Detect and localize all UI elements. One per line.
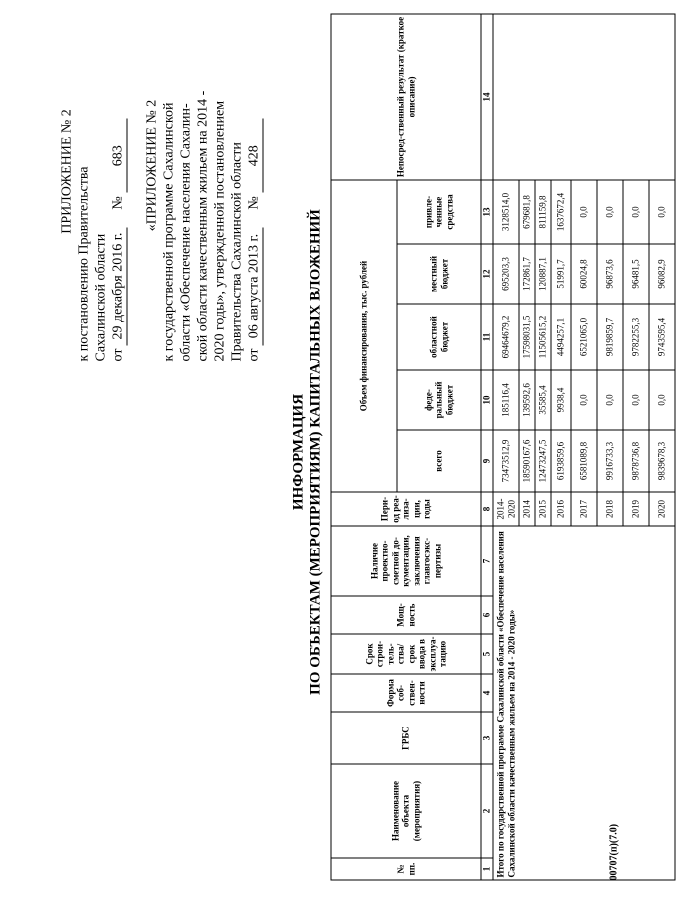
program-appendix-num: 428 <box>246 119 264 193</box>
program-appendix-line4: 2020 годы», утвержденной постановлением <box>212 100 228 362</box>
local-cell: 172861,7 <box>519 244 535 304</box>
col-number: 3 <box>481 712 493 764</box>
col-header-volume: Объем финансирования, тыс. рублей <box>331 180 397 492</box>
col-header-docs: Наличие проектно-сметной до-кументации, заключения главгосэкс-пертизы <box>331 526 481 596</box>
local-cell: 96082,9 <box>649 244 675 304</box>
local-cell: 60024,8 <box>571 244 597 304</box>
appendix-date-line <box>110 22 128 362</box>
federal-cell: 35585,4 <box>535 370 551 430</box>
capital-investments-table <box>331 13 676 880</box>
rotated-document <box>1 0 667 905</box>
program-appendix-line2: области «Обеспечение населения Сахалин- <box>178 103 194 362</box>
col-header-ownership: Форма соб-ствен-ности <box>331 674 481 712</box>
table-row <box>493 14 519 880</box>
total-cell: 9839678,3 <box>649 430 675 492</box>
program-appendix-date-line <box>246 10 264 362</box>
period-cell: 2014 <box>519 492 535 526</box>
regional-cell: 9782255,3 <box>623 304 649 370</box>
page-title: ИНФОРМАЦИЯ <box>290 393 307 511</box>
federal-cell: 0,0 <box>597 370 623 430</box>
local-cell: 96481,5 <box>623 244 649 304</box>
local-cell: 695203,3 <box>493 244 519 304</box>
total-cell: 9878736,8 <box>623 430 649 492</box>
col-header-federal: феде-ральный бюджет <box>397 370 481 430</box>
period-cell: 2018 <box>597 492 623 526</box>
col-header-local: местный бюджет <box>397 244 481 304</box>
col-header-name: Наименование объекта (мероприятия) <box>331 764 481 858</box>
program-appendix-block <box>144 10 264 362</box>
result-cell <box>493 14 675 180</box>
col-number: 12 <box>481 244 493 304</box>
page-subtitle: ПО ОБЪЕКТАМ (МЕРОПРИЯТИЯМ) КАПИТАЛЬНЫХ ВЛОЖЕНИЙ <box>307 209 324 695</box>
federal-cell: 139592,6 <box>519 370 535 430</box>
appendix-line2: Сахалинской области <box>93 233 109 362</box>
col-header-total: всего <box>397 430 481 492</box>
total-cell: 9916733,3 <box>597 430 623 492</box>
local-cell: 120887,1 <box>535 244 551 304</box>
period-cell: 2019 <box>623 492 649 526</box>
period-cell: 2016 <box>551 492 571 526</box>
col-number: 6 <box>481 596 493 634</box>
attracted-cell: 0,0 <box>623 180 649 244</box>
appendix-date-prefix: от <box>110 348 126 362</box>
attracted-cell: 0,0 <box>597 180 623 244</box>
appendix-title: ПРИЛОЖЕНИЕ № 2 <box>59 109 75 234</box>
federal-cell: 0,0 <box>623 370 649 430</box>
col-number: 11 <box>481 304 493 370</box>
local-cell: 51991,7 <box>551 244 571 304</box>
program-appendix-date: 06 августа 2013 г. <box>246 227 264 345</box>
appendix-line1: к постановлению Правительства <box>76 166 92 362</box>
period-cell: 2014-2020 <box>493 492 519 526</box>
page-heading <box>291 0 325 905</box>
col-header-attracted: привле-ченные средства <box>397 180 481 244</box>
program-appendix-line5: Правительства Сахалинской области <box>229 142 245 362</box>
col-header-num: № пп. <box>331 858 481 880</box>
period-cell: 2020 <box>649 492 675 526</box>
total-cell: 12473247,5 <box>535 430 551 492</box>
local-cell: 96873,6 <box>597 244 623 304</box>
col-header-term: Срок строи-тель-ства/срок ввода в эксплуа-тацию <box>331 634 481 674</box>
attracted-cell: 1637672,4 <box>551 180 571 244</box>
col-number: 4 <box>481 674 493 712</box>
footer-code: 00707(п)(7.0) <box>608 823 620 881</box>
attracted-cell: 3128514,0 <box>493 180 519 244</box>
federal-cell: 0,0 <box>571 370 597 430</box>
program-appendix-title: «ПРИЛОЖЕНИЕ № 2 <box>144 99 160 232</box>
attracted-cell: 0,0 <box>571 180 597 244</box>
col-number: 5 <box>481 634 493 674</box>
col-number: 10 <box>481 370 493 430</box>
col-number: 7 <box>481 526 493 596</box>
col-header-regional: областной бюджет <box>397 304 481 370</box>
col-number: 13 <box>481 180 493 244</box>
regional-cell: 69464679,2 <box>493 304 519 370</box>
col-header-result: Непосред-ственный результат (краткое описание) <box>331 14 481 180</box>
program-appendix-line1: к государственной программе Сахалинской <box>161 102 177 362</box>
regional-cell: 9819859,7 <box>597 304 623 370</box>
column-number-row <box>481 14 493 880</box>
total-cell: 73473512,9 <box>493 430 519 492</box>
regional-cell: 6521065,0 <box>571 304 597 370</box>
period-cell: 2015 <box>535 492 551 526</box>
col-header-power: Мощ-ность <box>331 596 481 634</box>
total-cell: 6581089,8 <box>571 430 597 492</box>
regional-cell: 17598031,5 <box>519 304 535 370</box>
regional-cell: 4494257,1 <box>551 304 571 370</box>
col-number: 8 <box>481 492 493 526</box>
col-number: 1 <box>481 858 493 880</box>
period-cell: 2017 <box>571 492 597 526</box>
program-appendix-date-prefix: от <box>246 348 262 362</box>
attracted-cell: 679681,8 <box>519 180 535 244</box>
col-number: 14 <box>481 14 493 180</box>
federal-cell: 185116,4 <box>493 370 519 430</box>
col-number: 9 <box>481 430 493 492</box>
federal-cell: 9938,4 <box>551 370 571 430</box>
regional-cell: 11505615,2 <box>535 304 551 370</box>
col-number: 2 <box>481 764 493 858</box>
appendix-num: 683 <box>110 119 128 193</box>
total-cell: 18590167,6 <box>519 430 535 492</box>
appendix-num-label: № <box>110 196 126 210</box>
regional-cell: 9743595,4 <box>649 304 675 370</box>
col-header-grbs: ГРБС <box>331 712 481 764</box>
federal-cell: 0,0 <box>649 370 675 430</box>
col-header-period: Пери-од реа-лиза-ции, годы <box>331 492 481 526</box>
total-cell: 6193859,6 <box>551 430 571 492</box>
program-appendix-num-label: № <box>246 196 262 210</box>
appendix-date: 29 декабря 2016 г. <box>110 227 128 345</box>
program-appendix-line3: ской области качественным жильем на 2014 - <box>195 90 211 362</box>
appendix-block <box>59 22 128 362</box>
attracted-cell: 0,0 <box>649 180 675 244</box>
total-label: Итого по государственной программе Сахалинской области «Обеспечение населения Сахалинской области качественным жильем на 2014 - 2020 годы» <box>493 526 675 880</box>
attracted-cell: 811159,8 <box>535 180 551 244</box>
